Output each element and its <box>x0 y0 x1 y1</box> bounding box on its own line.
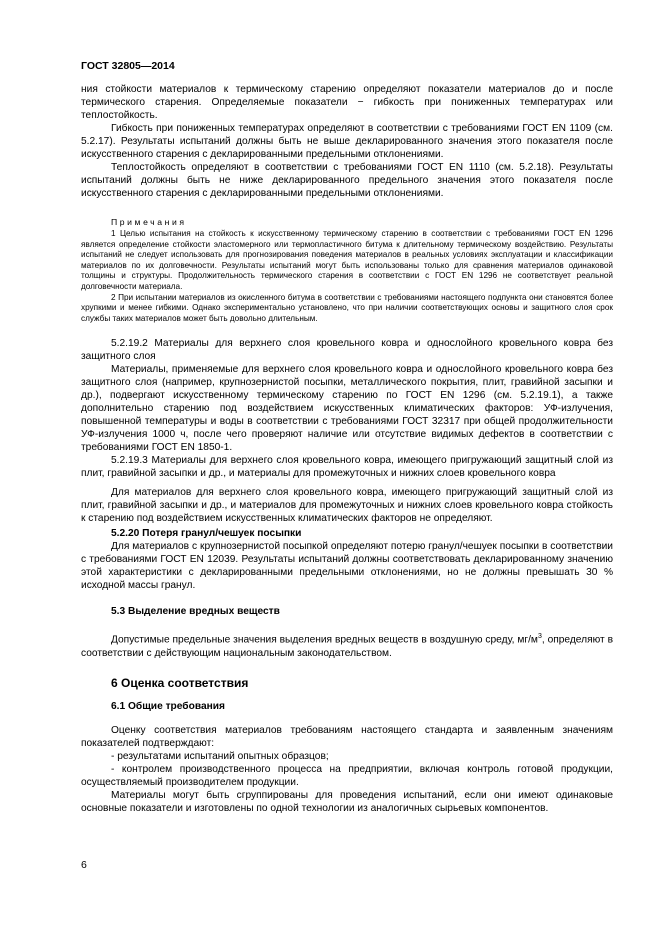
paragraph: ния стойкости материалов к термическому старению определяют показатели материалов до и после термического старения. Определяемые показатели − гибкость при пониженных температурах или теплостойкость. <box>81 84 613 121</box>
list-item: - результатами испытаний опытных образцов; <box>111 750 329 762</box>
paragraph-text: , определяют в соответствии с действующим национальным законодательством. <box>81 634 613 659</box>
note-item: 2 При испытании материалов из окисленного битума в соответствии с требованиями настоящего подпункта они становятся более хрупкими и менее гибкими. Однако экспериментально установлено, что при наличии соответствующих основы и защитного слоя срок службы таких материалов может быть довольно длительным. <box>81 292 613 323</box>
paragraph-text: Допустимые предельные значения выделения вредных веществ в воздушную среду, мг/м <box>111 634 538 646</box>
section-heading: 6.1 Общие требования <box>111 700 225 712</box>
paragraph: Материалы, применяемые для верхнего слоя кровельного ковра и однослойного кровельного ковра без защитного слоя (например, крупнозернистой посыпки, металлического покрытия, плит, гравийной засыпки и др.), подвергают искусственному термическому старению по ГОСТ EN 1296 (см. 5.2.19.1), а также дополнительно старению под воздействием искусственных климатических факторов: УФ-излучения, повышенной температуры и воды в соответствии с требованиями ГОСТ 32317 при общей продолжительности УФ-излучения 1000 ч, после чего проверяют наличие или отсутствие видимых дефектов в соответствии с требованиями ГОСТ EN 1850-1. <box>81 364 613 454</box>
note-heading: Примечания <box>111 217 187 227</box>
list-item: - контролем производственного процесса на предприятии, включая контроль готовой продукции, осуществляемый производителем продукции. <box>81 763 613 788</box>
page-number: 6 <box>81 859 87 871</box>
page-body <box>81 83 613 815</box>
paragraph: Для материалов для верхнего слоя кровельного ковра, имеющего пригружающий защитный слой из плит, гравийной засыпки и др., и материалов для промежуточных и нижних слоев кровельного ковра стойкость к старению под воздействием искусственных климатических факторов не определяют. <box>81 487 613 525</box>
paragraph: Теплостойкость определяют в соответствии с требованиями ГОСТ EN 1110 (см. 5.2.18). Результаты испытаний должны быть не ниже декларированного предельного значения этого показателя после искусственного старения с декларированными предельными отклонениями. <box>81 162 613 199</box>
section-heading: 5.3 Выделение вредных веществ <box>111 606 280 618</box>
section-title: 6 Оценка соответствия <box>111 675 249 690</box>
clause-heading: 5.2.19.2 Материалы для верхнего слоя кровельного ковра и однослойного кровельного ковра без защитного слоя <box>81 338 613 363</box>
running-header: ГОСТ 32805—2014 <box>81 60 175 72</box>
superscript: 3 <box>537 633 542 641</box>
paragraph <box>81 630 613 659</box>
paragraph: Для материалов с крупнозернистой посыпкой определяют потерю гранул/чешуек посыпки в соответствии с требованиями ГОСТ EN 12039. Результаты испытаний должны соответствовать декларированному значению этой характеристики с декларированными предельными отклонениями, но не должны превышать 30 % исходной массы гранул. <box>81 541 613 592</box>
paragraph: Оценку соответствия материалов требованиям настоящего стандарта и заявленным значениям показателей подтверждают: <box>81 724 613 749</box>
paragraph: Гибкость при пониженных температурах определяют в соответствии с требованиями ГОСТ EN 1109 (см. 5.2.17). Результаты испытаний должны быть не выше декларированного значения этого показателя после искусственного старения с декларированными предельными отклонениями. <box>81 123 613 160</box>
section-heading: 5.2.20 Потеря гранул/чешуек посыпки <box>111 528 302 540</box>
clause-heading: 5.2.19.3 Материалы для верхнего слоя кровельного ковра, имеющего пригружающий защитный слой из плит, гравийной засыпки и др., и материалы для промежуточных и нижних слоев кровельного ковра <box>81 455 613 480</box>
note-item: 1 Целью испытания на стойкость к искусственному термическому старению в соответствии с требованиями ГОСТ EN 1296 является определение стойкости эластомерного или термопластичного битума к длительному термическому воздействию. Результаты испытаний не следует использовать для прогнозирования поведения материалов в реальных условиях эксплуатации и классификации материалов по их долговечности. Результаты испытаний могут быть использованы только для сравнения материалов одинаковой толщины и структуры. Продолжительность термического старения в соответствии с ГОСТ EN 1296 не соответствует реальной долговечности материала. <box>81 229 613 291</box>
paragraph: Материалы могут быть сгруппированы для проведения испытаний, если они имеют одинаковые основные показатели и изготовлены по одной технологии из аналогичных сырьевых компонентов. <box>81 789 613 814</box>
